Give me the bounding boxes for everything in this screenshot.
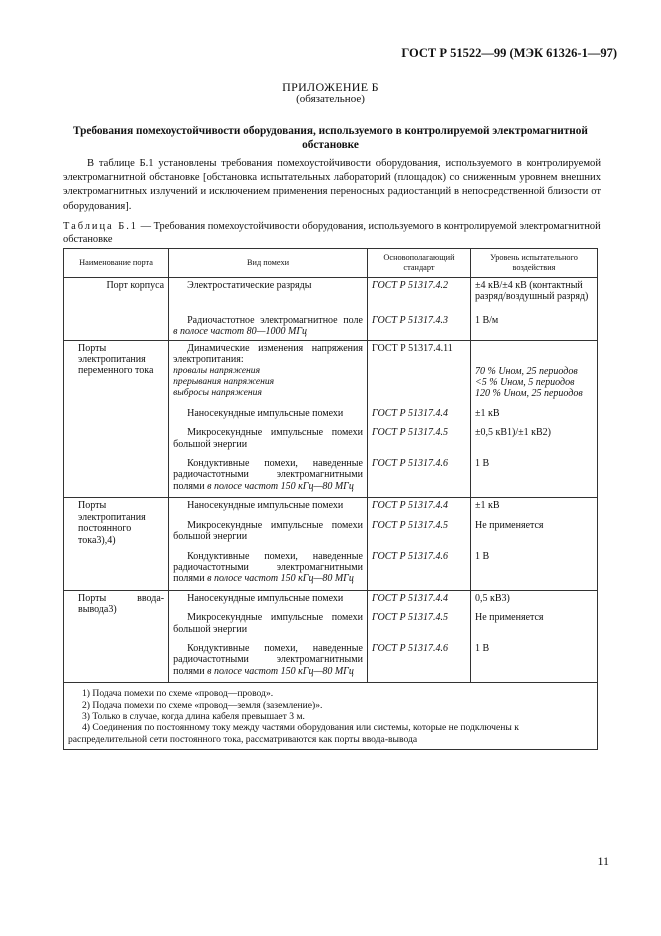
disturbance-kind: Наносекундные импульсные помехи <box>169 402 368 421</box>
standard-ref: ГОСТ Р 51317.4.4 <box>367 498 470 514</box>
col-header-kind: Вид помехи <box>169 249 368 278</box>
sub-kinds <box>173 365 363 398</box>
disturbance-kind <box>169 637 368 683</box>
test-level: Не применяется <box>470 606 597 637</box>
table-row <box>64 278 598 305</box>
frequency-band: в полосе частот 150 кГц—80 МГц <box>207 573 354 585</box>
intro-paragraph: В таблице Б.1 установлены требования помехоустойчивости оборудования, используемого в контролируемой электромагнитной обстановке [обстановка испытательных лабораторий (площадок) со сниженным уровнем внешних электромагнитных излучений и исключением применения переносных радиостанций в непосредственной близости от оборудования]. <box>63 158 601 212</box>
table-caption <box>63 221 603 246</box>
frequency-band: в полосе частот 80—1000 МГц <box>173 326 308 338</box>
disturbance-kind <box>169 340 368 402</box>
disturbance-kind: Микросекундные импульсные помехи большой энергии <box>169 514 368 545</box>
sub-kind-item: выбросы напряжения <box>173 387 262 399</box>
standard-ref: ГОСТ Р 51317.4.6 <box>367 637 470 683</box>
standard-ref: ГОСТ Р 51317.4.5 <box>367 421 470 452</box>
standard-ref: ГОСТ Р 51317.4.4 <box>367 590 470 606</box>
col-header-port: Наименование порта <box>64 249 169 278</box>
table-caption-text: — Требования помехоустойчивости оборудования, используемого в контролируемой электромагнитной обстановке <box>63 221 601 245</box>
col-header-level: Уровень испытательного воздействия <box>470 249 597 278</box>
section-title: Требования помехоустойчивости оборудования, используемого в контролируемой электромагнитной обстановке <box>73 125 588 151</box>
port-name-enclosure: Порт корпуса <box>64 278 169 341</box>
standard-ref: ГОСТ Р 51317.4.6 <box>367 545 470 591</box>
test-level: ±1 кВ <box>470 402 597 421</box>
frequency-band: в полосе частот 150 кГц—80 МГц <box>207 480 354 492</box>
col-header-standard: Основополагающий стандарт <box>367 249 470 278</box>
test-level: ±0,5 кВ1)/±1 кВ2) <box>470 421 597 452</box>
test-level: 1 В <box>470 637 597 683</box>
disturbance-kind-text: Динамические изменения напряжения электропитания: <box>173 342 363 366</box>
level-item: 120 % Uном, 25 периодов <box>474 388 583 400</box>
disturbance-kind: Наносекундные импульсные помехи <box>169 498 368 514</box>
table-row <box>64 590 598 606</box>
standard-ref: ГОСТ Р 51317.4.4 <box>367 402 470 421</box>
footnote: 4) Соединения по постоянному току между частями оборудования или системы, которые не подключены к распределительной сети постоянного тока, рассматриваются как порты ввода-вывода <box>68 722 519 745</box>
port-name-dc-power: Порты электропитания постоянного тока3),4) <box>64 498 169 590</box>
appendix-subtitle: (обязательное) <box>296 93 365 105</box>
table-header-row <box>64 249 598 278</box>
test-level: 1 В <box>470 452 597 498</box>
standard-ref: ГОСТ Р 51317.4.3 <box>367 305 470 340</box>
disturbance-kind-text: Кондуктивные помехи, наведенные радиочастотными электромагнитными полями <box>173 550 363 585</box>
disturbance-kind-text: Радиочастотное электромагнитное поле <box>187 314 363 326</box>
immunity-table <box>63 248 598 750</box>
sub-kind-item: провалы напряжения <box>173 365 261 377</box>
sub-kind-item: прерывания напряжения <box>173 376 275 388</box>
frequency-band: в полосе частот 150 кГц—80 МГц <box>207 665 354 677</box>
disturbance-kind: Микросекундные импульсные помехи большой энергии <box>169 421 368 452</box>
page-number: 11 <box>597 854 609 868</box>
standard-ref: ГОСТ Р 51317.4.5 <box>367 514 470 545</box>
disturbance-kind-text: Кондуктивные помехи, наведенные радиочастотными электромагнитными полями <box>173 458 363 492</box>
footnote: 2) Подача помехи по схеме «провод—земля (заземление)». <box>82 699 323 711</box>
disturbance-kind-text: Кондуктивные помехи, наведенные радиочастотными электромагнитными полями <box>173 642 363 677</box>
test-level <box>470 340 597 402</box>
standard-ref: ГОСТ Р 51317.4.2 <box>367 278 470 305</box>
test-level: 1 В <box>470 545 597 591</box>
table-row <box>64 340 598 402</box>
disturbance-kind <box>169 545 368 591</box>
port-name-io: Порты ввода-вывода3) <box>64 590 169 682</box>
table-footnotes <box>64 683 598 750</box>
level-item: 70 % Uном, 25 периодов <box>474 365 578 377</box>
level-item: <5 % Uном, 5 периодов <box>474 377 575 389</box>
table-row <box>64 498 598 514</box>
standard-ref: ГОСТ Р 51317.4.11 <box>367 340 470 402</box>
test-level: ±1 кВ <box>470 498 597 514</box>
port-name-ac-power: Порты электропитания переменного тока <box>64 340 169 498</box>
footnote: 1) Подача помехи по схеме «провод—провод». <box>82 688 274 700</box>
test-level: 1 В/м <box>470 305 597 340</box>
footnote: 3) Только в случае, когда длина кабеля превышает 3 м. <box>82 710 305 722</box>
disturbance-kind: Наносекундные импульсные помехи <box>169 590 368 606</box>
disturbance-kind: Микросекундные импульсные помехи большой энергии <box>169 606 368 637</box>
test-level: Не применяется <box>470 514 597 545</box>
appendix-title: ПРИЛОЖЕНИЕ Б <box>282 80 379 94</box>
table-caption-label: Таблица Б.1 <box>63 221 139 232</box>
test-level: ±4 кВ/±4 кВ (контактный разряд/воздушный разряд) <box>470 278 597 305</box>
standard-ref: ГОСТ Р 51317.4.5 <box>367 606 470 637</box>
disturbance-kind: Электростатические разряды <box>169 278 368 305</box>
test-level: 0,5 кВ3) <box>470 590 597 606</box>
disturbance-kind <box>169 305 368 340</box>
disturbance-kind <box>169 452 368 498</box>
standard-ref: ГОСТ Р 51317.4.6 <box>367 452 470 498</box>
table-footnotes-row <box>64 683 598 750</box>
document-header: ГОСТ Р 51522—99 (МЭК 61326-1—97) <box>401 46 617 60</box>
